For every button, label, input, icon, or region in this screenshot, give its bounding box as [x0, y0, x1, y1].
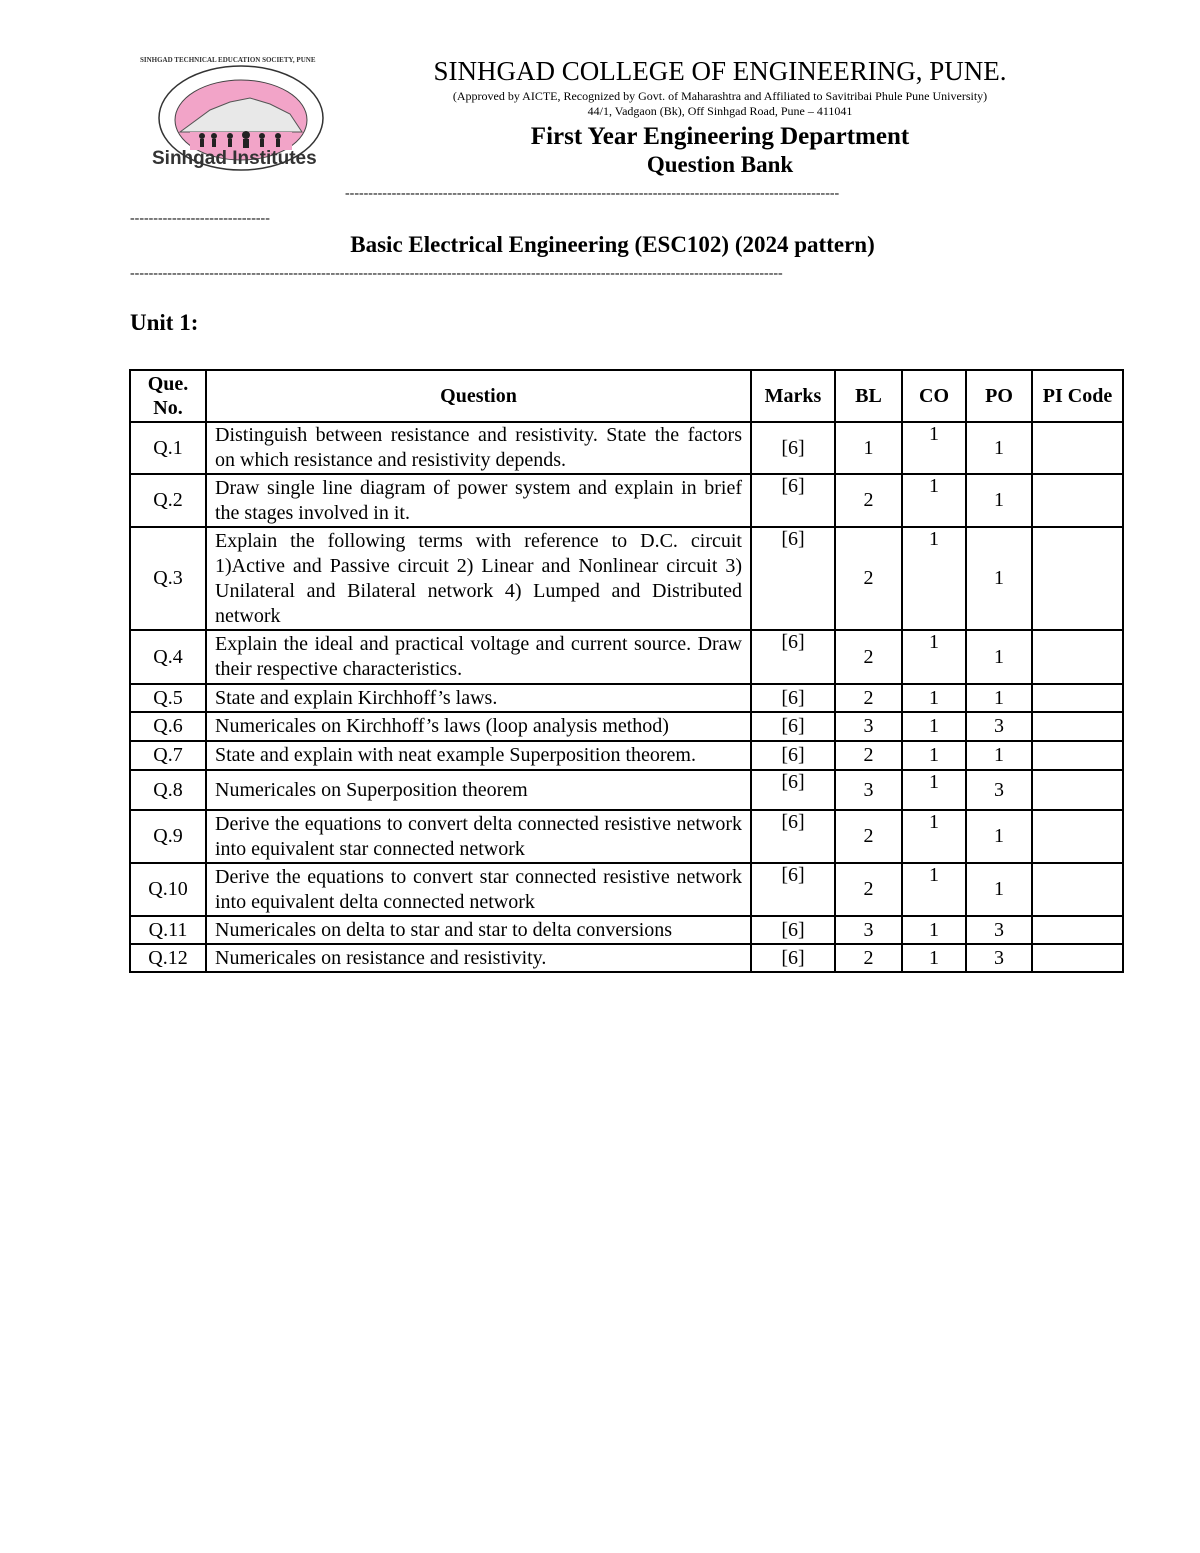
- cell-co: 1: [902, 474, 966, 527]
- cell-pi: [1032, 863, 1123, 916]
- header-qno: Que. No.: [130, 370, 206, 422]
- table-row: [130, 474, 1123, 527]
- cell-co: 1: [902, 712, 966, 741]
- cell-marks: [6]: [751, 810, 835, 863]
- cell-marks: [6]: [751, 916, 835, 944]
- cell-bl: 1: [835, 422, 902, 474]
- cell-pi: [1032, 422, 1123, 474]
- cell-question: Numericales on delta to star and star to delta conversions: [206, 916, 751, 944]
- cell-marks: [6]: [751, 712, 835, 741]
- cell-marks: [6]: [751, 474, 835, 527]
- cell-qno: Q.1: [130, 422, 206, 474]
- cell-po: 3: [966, 770, 1032, 810]
- cell-marks: [6]: [751, 863, 835, 916]
- cell-question: Derive the equations to convert delta connected resistive network into equivalent star connected network: [206, 810, 751, 863]
- cell-pi: [1032, 474, 1123, 527]
- cell-question: State and explain with neat example Superposition theorem.: [206, 741, 751, 770]
- header-bl: BL: [835, 370, 902, 422]
- cell-bl: 3: [835, 916, 902, 944]
- cell-question: Explain the ideal and practical voltage and current source. Draw their respective characteristics.: [206, 630, 751, 684]
- cell-pi: [1032, 712, 1123, 741]
- table-row: [130, 527, 1123, 630]
- page-header: [350, 56, 1090, 179]
- unit-heading: Unit 1:: [130, 310, 199, 335]
- cell-marks: [6]: [751, 684, 835, 712]
- header-marks: Marks: [751, 370, 835, 422]
- cell-pi: [1032, 770, 1123, 810]
- cell-qno: Q.9: [130, 810, 206, 863]
- document-type: Question Bank: [646, 152, 794, 177]
- cell-question: Derive the equations to convert star connected resistive network into equivalent delta connected network: [206, 863, 751, 916]
- cell-question: Explain the following terms with reference to D.C. circuit 1)Active and Passive circuit 2) Linear and Nonlinear circuit 3) Unilateral and Bilateral network 4) Lumped and Distributed network: [206, 527, 751, 630]
- college-name: SINHGAD COLLEGE OF ENGINEERING, PUNE.: [433, 56, 1007, 86]
- cell-bl: 3: [835, 770, 902, 810]
- table-header-row: [130, 370, 1123, 422]
- cell-bl: 2: [835, 741, 902, 770]
- cell-pi: [1032, 916, 1123, 944]
- cell-pi: [1032, 630, 1123, 684]
- cell-po: 1: [966, 422, 1032, 474]
- cell-co: 1: [902, 944, 966, 972]
- logo-caption: Sinhgad Institutes: [152, 148, 317, 169]
- cell-bl: 2: [835, 474, 902, 527]
- cell-pi: [1032, 741, 1123, 770]
- cell-co: 1: [902, 527, 966, 630]
- cell-qno: Q.11: [130, 916, 206, 944]
- cell-question: Draw single line diagram of power system and explain in brief the stages involved in it.: [206, 474, 751, 527]
- header-po: PO: [966, 370, 1032, 422]
- cell-po: 1: [966, 474, 1032, 527]
- cell-co: 1: [902, 741, 966, 770]
- subject-title: Basic Electrical Engineering (ESC102) (2024 pattern): [350, 232, 875, 257]
- cell-co: 1: [902, 863, 966, 916]
- cell-po: 1: [966, 741, 1032, 770]
- cell-question: Numericales on Kirchhoff’s laws (loop analysis method): [206, 712, 751, 741]
- cell-qno: Q.3: [130, 527, 206, 630]
- cell-bl: 2: [835, 630, 902, 684]
- cell-co: 1: [902, 630, 966, 684]
- cell-qno: Q.2: [130, 474, 206, 527]
- cell-qno: Q.10: [130, 863, 206, 916]
- cell-bl: 2: [835, 810, 902, 863]
- cell-bl: 2: [835, 527, 902, 630]
- table-row: [130, 741, 1123, 770]
- cell-question: State and explain Kirchhoff’s laws.: [206, 684, 751, 712]
- cell-bl: 3: [835, 712, 902, 741]
- cell-po: 1: [966, 527, 1032, 630]
- header-pi-code: PI Code: [1032, 370, 1123, 422]
- cell-qno: Q.4: [130, 630, 206, 684]
- question-table: [129, 369, 1124, 973]
- separator-line-3: --------------------------------------------------------------------------------------------------------------------------------------------: [130, 266, 783, 281]
- cell-po: 1: [966, 863, 1032, 916]
- cell-co: 1: [902, 810, 966, 863]
- cell-pi: [1032, 684, 1123, 712]
- separator-line-2: ------------------------------: [130, 211, 270, 226]
- cell-bl: 2: [835, 944, 902, 972]
- cell-qno: Q.12: [130, 944, 206, 972]
- table-row: [130, 630, 1123, 684]
- cell-co: 1: [902, 770, 966, 810]
- cell-marks: [6]: [751, 630, 835, 684]
- table-row: [130, 712, 1123, 741]
- approval-line: (Approved by AICTE, Recognized by Govt. of Maharashtra and Affiliated to Savitribai Phule Pune University): [452, 89, 988, 103]
- cell-po: 1: [966, 684, 1032, 712]
- table-row: [130, 944, 1123, 972]
- table-row: [130, 863, 1123, 916]
- cell-po: 3: [966, 944, 1032, 972]
- table-row: [130, 422, 1123, 474]
- header-co: CO: [902, 370, 966, 422]
- cell-marks: [6]: [751, 422, 835, 474]
- cell-marks: [6]: [751, 770, 835, 810]
- cell-marks: [6]: [751, 944, 835, 972]
- cell-marks: [6]: [751, 741, 835, 770]
- table-row: [130, 770, 1123, 810]
- separator-line-1: ----------------------------------------------------------------------------------------------------------: [345, 186, 840, 201]
- cell-pi: [1032, 527, 1123, 630]
- header-question: Question: [206, 370, 751, 422]
- cell-po: 1: [966, 630, 1032, 684]
- cell-pi: [1032, 810, 1123, 863]
- cell-bl: 2: [835, 863, 902, 916]
- cell-pi: [1032, 944, 1123, 972]
- institute-logo: [140, 56, 340, 174]
- cell-qno: Q.5: [130, 684, 206, 712]
- cell-po: 3: [966, 712, 1032, 741]
- address-line: 44/1, Vadgaon (Bk), Off Sinhgad Road, Pune – 411041: [587, 104, 853, 118]
- cell-co: 1: [902, 684, 966, 712]
- cell-po: 3: [966, 916, 1032, 944]
- cell-co: 1: [902, 422, 966, 474]
- cell-po: 1: [966, 810, 1032, 863]
- cell-question: Distinguish between resistance and resistivity. State the factors on which resistance and resistivity depends.: [206, 422, 751, 474]
- cell-qno: Q.6: [130, 712, 206, 741]
- table-row: [130, 916, 1123, 944]
- cell-qno: Q.7: [130, 741, 206, 770]
- cell-marks: [6]: [751, 527, 835, 630]
- logo-arc-text: SINHGAD TECHNICAL EDUCATION SOCIETY, PUNE: [140, 56, 316, 64]
- cell-co: 1: [902, 916, 966, 944]
- department-title: First Year Engineering Department: [530, 123, 910, 150]
- cell-question: Numericales on Superposition theorem: [206, 770, 751, 810]
- cell-qno: Q.8: [130, 770, 206, 810]
- cell-bl: 2: [835, 684, 902, 712]
- table-row: [130, 810, 1123, 863]
- cell-question: Numericales on resistance and resistivity.: [206, 944, 751, 972]
- table-row: [130, 684, 1123, 712]
